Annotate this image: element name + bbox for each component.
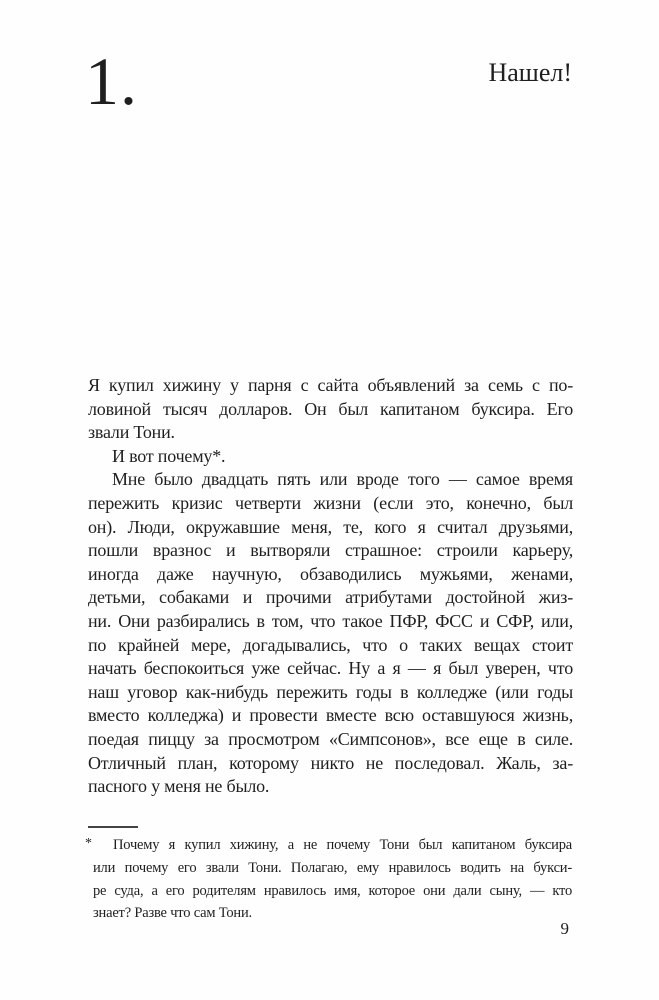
body-text-line: по крайней мере, догадывались, что о таких вещах стоит [88,634,573,655]
body-text-line: Я купил хижину у парня с сайта объявлений за семь с по- [88,375,573,395]
body-text-line: ловиной тысяч долларов. Он был капитаном буксира. Его [88,398,573,419]
body-text-line: вместо колледжа) и провести вместе всю оставшуюся жизнь, [88,705,573,726]
body-text-line: И вот почему*. [112,445,226,466]
footnote-divider [88,826,138,828]
footnote-text-line: Почему я купил хижину, а не почему Тони был капитаном буксира [113,837,572,853]
body-text-line: ни. Они разбирались в том, что такое ПФР, ФСС и СФР, или, [88,610,573,631]
footnote-asterisk: * [85,836,92,851]
body-text-line: начать беспокоиться уже сейчас. Ну а я — я был уверен, что [88,658,573,679]
body-text-line: наш уговор как-нибудь пережить годы в колледже (или годы [88,681,573,702]
body-text-line: Отличный план, которому никто не последовал. Жаль, за- [88,752,573,773]
body-text-line: он). Люди, окружавшие меня, те, кого я считал друзьями, [88,516,573,537]
footnote-text-line: или почему его звали Тони. Полагаю, ему нравилось водить на букси- [93,859,572,876]
footnote-text-line: ре суда, а его родителям нравилось имя, которое они дали сыну, — кто [93,882,572,899]
body-text-line: пошли вразнос и вытворяли страшное: строили карьеру, [88,540,573,561]
body-text-line: поедая пиццу за просмотром «Симпсонов», все еще в силе. [88,728,573,749]
body-text-line: пасного у меня не было. [88,776,270,797]
body-text-line: детьми, собаками и прочими атрибутами достойной жиз- [88,587,573,608]
body-text [88,374,573,799]
page-number: 9 [560,919,569,938]
body-text-line: пережить кризис четверти жизни (если это, конечно, был [88,492,573,513]
footnote-text-line: знает? Разве что сам Тони. [93,905,252,922]
footnote-text [93,834,572,925]
chapter-number: 1. [85,43,138,119]
body-text-line: иногда даже научную, обзаводились мужьями, женами, [88,563,573,584]
body-text-line: звали Тони. [88,422,175,443]
running-head: Нашел! [488,58,572,87]
body-text-line: Мне было двадцать пять или вроде того — самое время [112,469,573,490]
